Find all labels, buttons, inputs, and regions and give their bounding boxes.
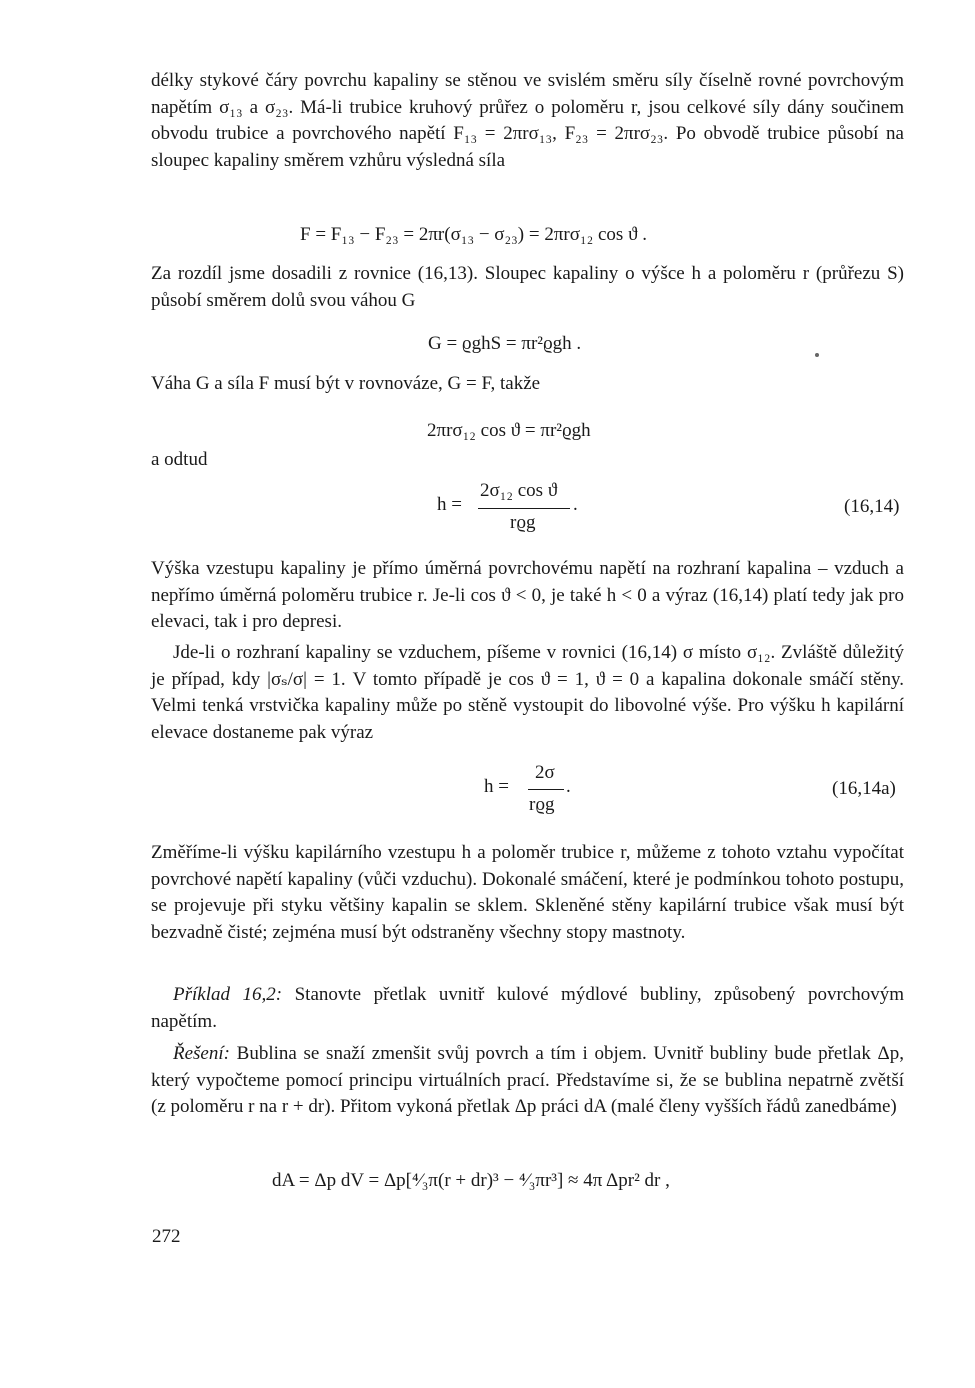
eq5-denominator: rϱg bbox=[529, 794, 555, 815]
paragraph-2: Za rozdíl jsme dosadili z rovnice (16,13). Sloupec kapaliny o výšce h a poloměru r (průřezu S) působí směrem dolů svou váhou G bbox=[151, 263, 904, 311]
eq4-number: (16,14) bbox=[844, 496, 900, 517]
paragraph-example bbox=[151, 982, 904, 1035]
label-a-odtud: a odtud bbox=[151, 449, 208, 470]
page-number: 272 bbox=[152, 1226, 181, 1247]
eq5-fraction-bar bbox=[528, 789, 564, 790]
eq4-period: . bbox=[573, 494, 578, 515]
eq5-lhs: h = bbox=[484, 776, 509, 797]
paragraph-1: délky stykové čáry povrchu kapaliny se stěnou ve svislém směru síly číselně rovné povrchovým napětím σ₁₃ a σ₂₃. Má-li trubice kruhový průřez o poloměru r, jsou celkové síly dány součinem obvodu trubice a povrchového napětí F₁₃ = 2πrσ₁₃, F₂₃ = 2πrσ₂₃. Po obvodě trubice působí na sloupec kapaliny směrem vzhůru výsledná síla bbox=[151, 70, 904, 171]
solution-label: Řešení: bbox=[173, 1043, 230, 1064]
eq4-fraction-bar bbox=[478, 508, 570, 509]
eq5-numerator: 2σ bbox=[535, 762, 555, 783]
example-text: Stanovte přetlak uvnitř kulové mýdlové bubliny, způsobený povrchovým napětím. bbox=[151, 984, 904, 1032]
paragraph-solution bbox=[151, 1041, 904, 1121]
eq5-period: . bbox=[566, 776, 571, 797]
eq4-lhs: h = bbox=[437, 494, 462, 515]
equation-weight: G = ϱghS = πr²ϱgh . bbox=[428, 333, 582, 354]
paragraph-5: Jde-li o rozhraní kapaliny se vzduchem, píšeme v rovnici (16,14) σ místo σ₁₂. Zvláště důležitý je případ, kdy |σₛ/σ| = 1. V tomto případě je cos ϑ = 1, ϑ = 0 a kapalina dokonale smáčí stěny. Velmi tenká vrstvička kapaliny může po stěně vystoupit do libovolné výše. Pro výšku h kapilární elevace dostaneme pak výraz bbox=[151, 642, 904, 743]
solution-text: Bublina se snaží zmenšit svůj povrch a tím i objem. Uvnitř bubliny bude přetlak Δp, který vypočteme pomocí principu virtuálních prací. Představíme si, že se bublina nepatrně zvětší (z poloměru r na r + dr). Přitom vykoná přetlak Δp práci dA (malé členy vyšších řádů zanedbáme) bbox=[151, 1043, 904, 1117]
paragraph-4: Výška vzestupu kapaliny je přímo úměrná povrchovému napětí na rozhraní kapalina – vzduch a nepřímo úměrná poloměru trubice r. Je-li cos ϑ < 0, je také h < 0 a výraz (16,14) platí tedy jak pro elevaci, tak i pro depresi. bbox=[151, 558, 904, 632]
paragraph-3: Váha G a síla F musí být v rovnováze, G = F, takže bbox=[151, 373, 541, 394]
example-label: Příklad 16,2: bbox=[173, 984, 283, 1005]
equation-virtual-work: dA = Δp dV = Δp[⁴⁄₃π(r + dr)³ − ⁴⁄₃πr³] ≈ 4π Δpr² dr , bbox=[272, 1170, 670, 1191]
eq4-denominator: rϱg bbox=[510, 512, 536, 533]
equation-resultant-force: F = F₁₃ − F₂₃ = 2πr(σ₁₃ − σ₂₃) = 2πrσ₁₂ cos ϑ . bbox=[300, 224, 647, 245]
ink-speck bbox=[815, 353, 819, 357]
eq4-numerator: 2σ₁₂ cos ϑ bbox=[480, 480, 558, 501]
eq5-number: (16,14a) bbox=[832, 778, 896, 799]
equation-equilibrium: 2πrσ₁₂ cos ϑ = πr²ϱgh bbox=[427, 420, 591, 441]
paragraph-6: Změříme-li výšku kapilárního vzestupu h a poloměr trubice r, můžeme z tohoto vztahu vypočítat povrchové napětí kapaliny (vůči vzduchu). Dokonalé smáčení, které je podmínkou tohoto postupu, se projevuje při styku většiny kapalin se sklem. Skleněné stěny kapilární trubice však musí být bezvadně čisté; zejména musí být odstraněny všechny stopy mastnoty. bbox=[151, 842, 904, 943]
